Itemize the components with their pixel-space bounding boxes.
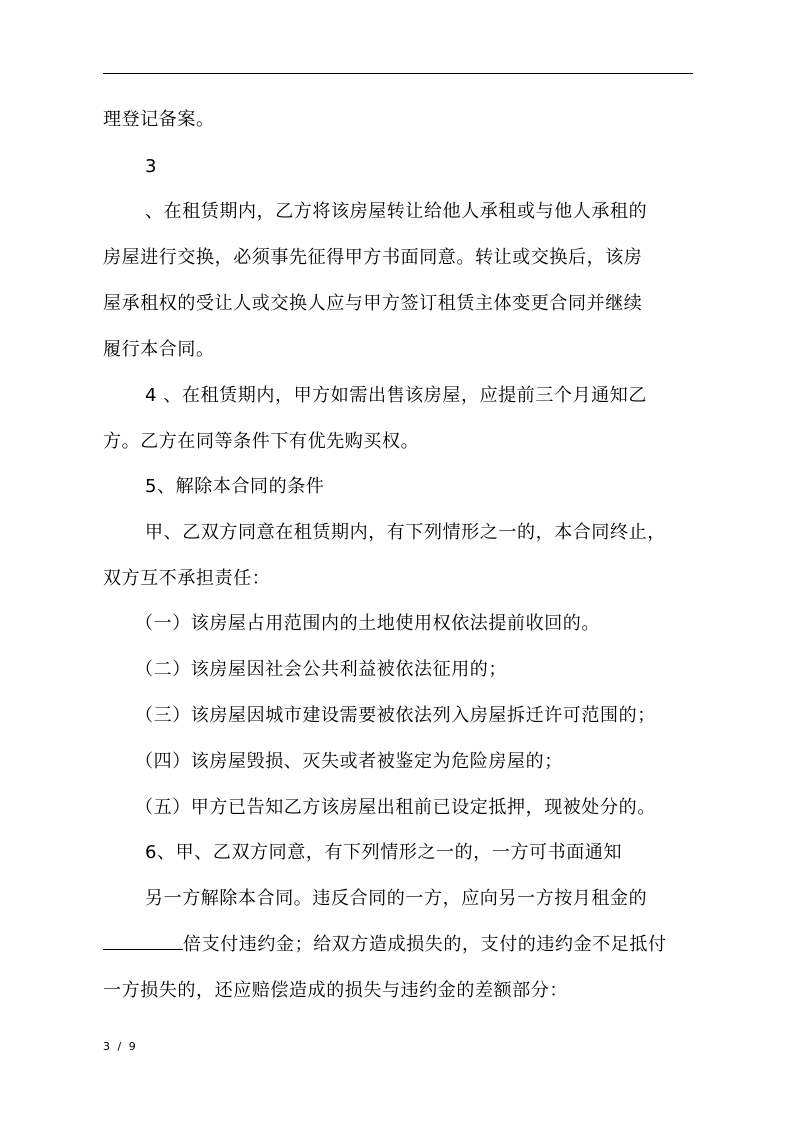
paragraph-line: 履行本合同。 [103,339,215,360]
paragraph-line: 双方互不承担责任： [103,568,271,589]
list-item: （五）甲方已告知乙方该房屋出租前已设定抵押，现被处分的。 [135,797,656,818]
paragraph-line: 3 [145,156,158,177]
paragraph-line: 一方损失的，还应赔偿造成的损失与违约金的差额部分： [103,980,568,1001]
header-rule [103,73,693,74]
paragraph-line: 房屋进行交换，必须事先征得甲方书面同意。转让或交换后，该房 [103,247,643,268]
paragraph-line: 方。乙方在同等条件下有优先购买权。 [103,431,420,452]
paragraph-line-text: 倍支付违约金；给双方造成损失的，支付的违约金不足抵付 [183,934,667,955]
paragraph-line: 甲、乙双方同意在租赁期内，有下列情形之一的，本合同终止， [145,522,666,543]
paragraph-line: 、在租赁期内，乙方将该房屋转让给他人承租或与他人承租的 [145,201,648,222]
list-item: （四）该房屋毁损、灭失或者被鉴定为危险房屋的； [135,751,563,772]
paragraph-line: 4 、在租赁期内，甲方如需出售该房屋，应提前三个月通知乙 [145,385,647,406]
paragraph-line [103,933,667,957]
paragraph-line: 理登记备案。 [103,109,215,130]
fill-in-blank [103,933,183,950]
list-item: （一）该房屋占用范围内的土地使用权依法提前收回的。 [135,613,600,634]
list-item: （二）该房屋因社会公共利益被依法征用的； [135,659,507,680]
section-heading: 5、解除本合同的条件 [145,476,325,497]
list-item: （三）该房屋因城市建设需要被依法列入房屋拆迁许可范围的； [135,705,656,726]
paragraph-line: 另一方解除本合同。违反合同的一方，应向另一方按月租金的 [145,888,648,909]
paragraph-line: 6、甲、乙双方同意，有下列情形之一的，一方可书面通知 [145,842,623,863]
paragraph-line: 屋承租权的受让人或交换人应与甲方签订租赁主体变更合同并继续 [103,293,643,314]
page-number: 3 / 9 [103,1040,138,1053]
